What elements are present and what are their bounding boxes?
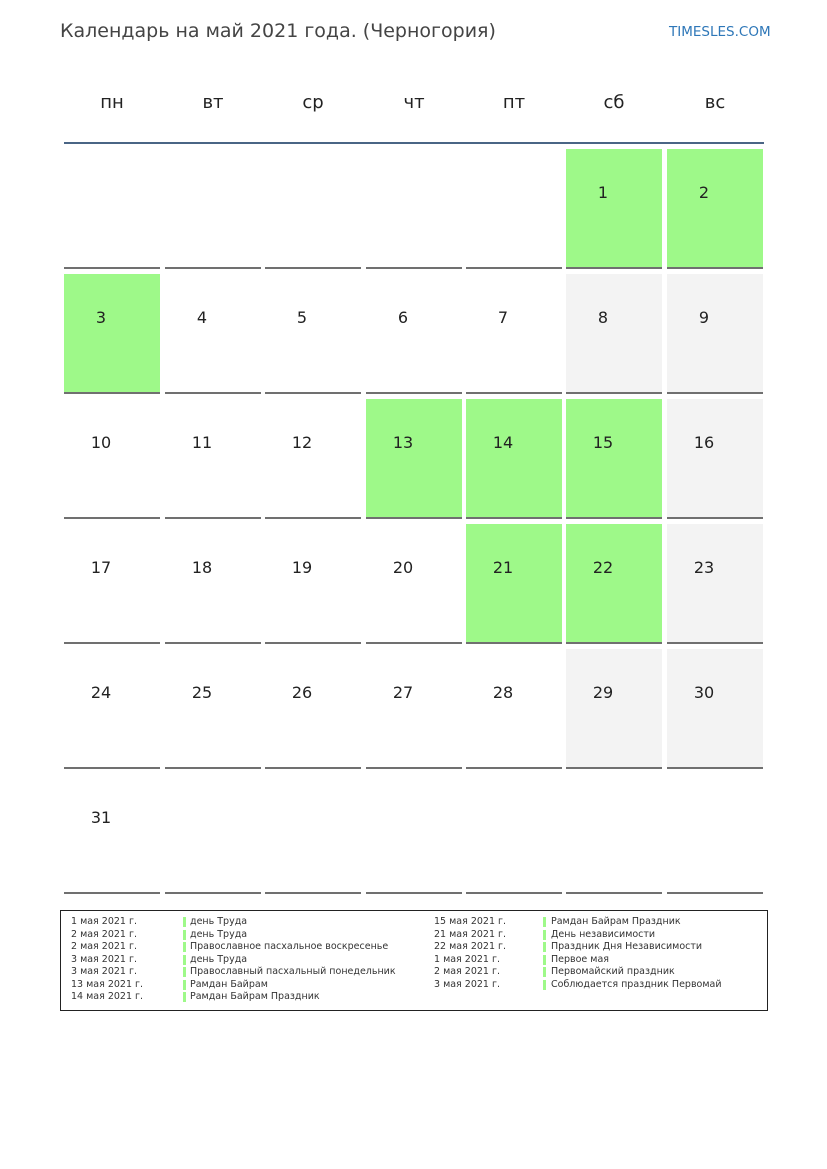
day-cell[interactable] — [265, 399, 361, 519]
day-number: 10 — [90, 433, 112, 452]
empty-day-cell — [366, 774, 462, 894]
legend-holiday-name: Рамдан Байрам — [190, 978, 268, 990]
legend-date: 2 мая 2021 г. — [434, 966, 500, 977]
day-cell[interactable] — [64, 649, 160, 769]
legend-holiday-name: день Труда — [190, 953, 248, 965]
day-cell[interactable] — [165, 649, 261, 769]
legend-color-marker — [543, 917, 546, 927]
day-number: 30 — [693, 683, 715, 702]
legend-color-marker — [183, 980, 186, 990]
day-cell[interactable] — [64, 774, 160, 894]
legend-color-marker — [183, 917, 186, 927]
empty-day-cell — [265, 774, 361, 894]
day-cell[interactable] — [366, 524, 462, 644]
day-number: 4 — [196, 308, 208, 327]
empty-day-cell — [265, 149, 361, 269]
legend-holiday-name: день Труда — [190, 916, 248, 927]
day-number: 26 — [291, 683, 313, 702]
day-cell[interactable] — [566, 274, 662, 394]
day-cell[interactable] — [265, 524, 361, 644]
legend-date: 21 мая 2021 г. — [434, 928, 507, 940]
page-title: Календарь на май 2021 года. (Черногория) — [60, 20, 496, 42]
day-number: 20 — [392, 558, 414, 577]
day-cell[interactable] — [366, 649, 462, 769]
legend-date: 1 мая 2021 г. — [71, 916, 137, 927]
legend-color-marker — [543, 980, 546, 990]
legend-date: 3 мая 2021 г. — [71, 953, 137, 965]
day-cell[interactable] — [165, 399, 261, 519]
day-number: 17 — [90, 558, 112, 577]
empty-day-cell — [667, 774, 763, 894]
legend-holiday-name: день Труда — [190, 928, 248, 940]
day-number: 2 — [698, 183, 710, 202]
day-cell[interactable] — [265, 649, 361, 769]
day-cell[interactable] — [466, 649, 562, 769]
legend-holiday-name: Православный пасхальный понедельник — [190, 966, 396, 977]
day-number: 13 — [392, 433, 414, 452]
day-cell[interactable] — [667, 649, 763, 769]
legend-holiday-name: Православное пасхальное воскресенье — [190, 941, 389, 952]
site-link[interactable]: TIMESLES.COM — [669, 24, 771, 40]
empty-day-cell — [165, 149, 261, 269]
day-number: 24 — [90, 683, 112, 702]
day-number: 6 — [397, 308, 409, 327]
legend-color-marker — [543, 967, 546, 977]
legend-date: 3 мая 2021 г. — [71, 966, 137, 977]
day-cell[interactable] — [466, 274, 562, 394]
legend-holiday-name: Соблюдается праздник Первомай — [551, 978, 722, 990]
day-cell[interactable] — [566, 649, 662, 769]
legend-color-marker — [183, 942, 186, 952]
legend-holiday-name: День независимости — [551, 928, 656, 940]
empty-day-cell — [165, 774, 261, 894]
day-cell[interactable] — [566, 524, 662, 644]
legend-holiday-name: Праздник Дня Независимости — [551, 941, 703, 952]
weekday-label: пн — [100, 92, 124, 113]
day-cell[interactable] — [165, 274, 261, 394]
day-number: 31 — [90, 808, 112, 827]
legend-color-marker — [543, 930, 546, 940]
day-number: 14 — [492, 433, 514, 452]
legend-date: 13 мая 2021 г. — [71, 978, 144, 990]
day-number: 22 — [592, 558, 614, 577]
day-number: 19 — [291, 558, 313, 577]
day-cell[interactable] — [165, 524, 261, 644]
empty-day-cell — [64, 149, 160, 269]
day-number: 12 — [291, 433, 313, 452]
day-number: 21 — [492, 558, 514, 577]
legend-color-marker — [183, 955, 186, 965]
legend-holiday-name: Первомайский праздник — [551, 966, 675, 977]
day-number: 9 — [698, 308, 710, 327]
day-cell[interactable] — [265, 274, 361, 394]
day-number: 18 — [191, 558, 213, 577]
day-cell[interactable] — [64, 274, 160, 394]
day-number: 28 — [492, 683, 514, 702]
day-number: 1 — [597, 183, 609, 202]
day-number: 3 — [95, 308, 107, 327]
day-number: 25 — [191, 683, 213, 702]
legend-holiday-name: Рамдан Байрам Праздник — [190, 991, 320, 1002]
legend-holiday-name: Первое мая — [551, 953, 609, 965]
day-cell[interactable] — [366, 274, 462, 394]
day-number: 8 — [597, 308, 609, 327]
day-number: 29 — [592, 683, 614, 702]
day-number: 16 — [693, 433, 715, 452]
weekday-label: вс — [704, 92, 726, 113]
legend-date: 22 мая 2021 г. — [434, 941, 507, 952]
legend-date: 14 мая 2021 г. — [71, 991, 144, 1002]
day-cell[interactable] — [667, 399, 763, 519]
day-cell[interactable] — [64, 524, 160, 644]
empty-day-cell — [566, 774, 662, 894]
legend-date: 3 мая 2021 г. — [434, 978, 500, 990]
day-cell[interactable] — [64, 399, 160, 519]
legend-date: 1 мая 2021 г. — [434, 953, 500, 965]
weekday-label: чт — [403, 92, 425, 113]
day-cell[interactable] — [667, 274, 763, 394]
weekday-label: вт — [202, 92, 224, 113]
empty-day-cell — [466, 149, 562, 269]
day-number: 15 — [592, 433, 614, 452]
empty-day-cell — [466, 774, 562, 894]
day-cell[interactable] — [667, 524, 763, 644]
day-cell[interactable] — [366, 399, 462, 519]
legend-color-marker — [183, 930, 186, 940]
day-cell[interactable] — [466, 399, 562, 519]
legend-date: 2 мая 2021 г. — [71, 928, 137, 940]
weekday-label: сб — [603, 92, 625, 113]
day-cell[interactable] — [667, 149, 763, 269]
empty-day-cell — [366, 149, 462, 269]
day-number: 7 — [497, 308, 509, 327]
weekday-label: пт — [502, 92, 526, 113]
legend-color-marker — [543, 942, 546, 952]
day-cell[interactable] — [566, 149, 662, 269]
day-number: 23 — [693, 558, 715, 577]
day-cell[interactable] — [566, 399, 662, 519]
day-number: 11 — [191, 433, 213, 452]
legend-color-marker — [543, 955, 546, 965]
legend-date: 2 мая 2021 г. — [71, 941, 137, 952]
legend-date: 15 мая 2021 г. — [434, 916, 507, 927]
weekday-label: ср — [302, 92, 324, 113]
legend-holiday-name: Рамдан Байрам Праздник — [551, 916, 681, 927]
holiday-legend — [60, 910, 768, 1011]
day-number: 27 — [392, 683, 414, 702]
legend-color-marker — [183, 992, 186, 1002]
legend-color-marker — [183, 967, 186, 977]
day-number: 5 — [296, 308, 308, 327]
day-cell[interactable] — [466, 524, 562, 644]
